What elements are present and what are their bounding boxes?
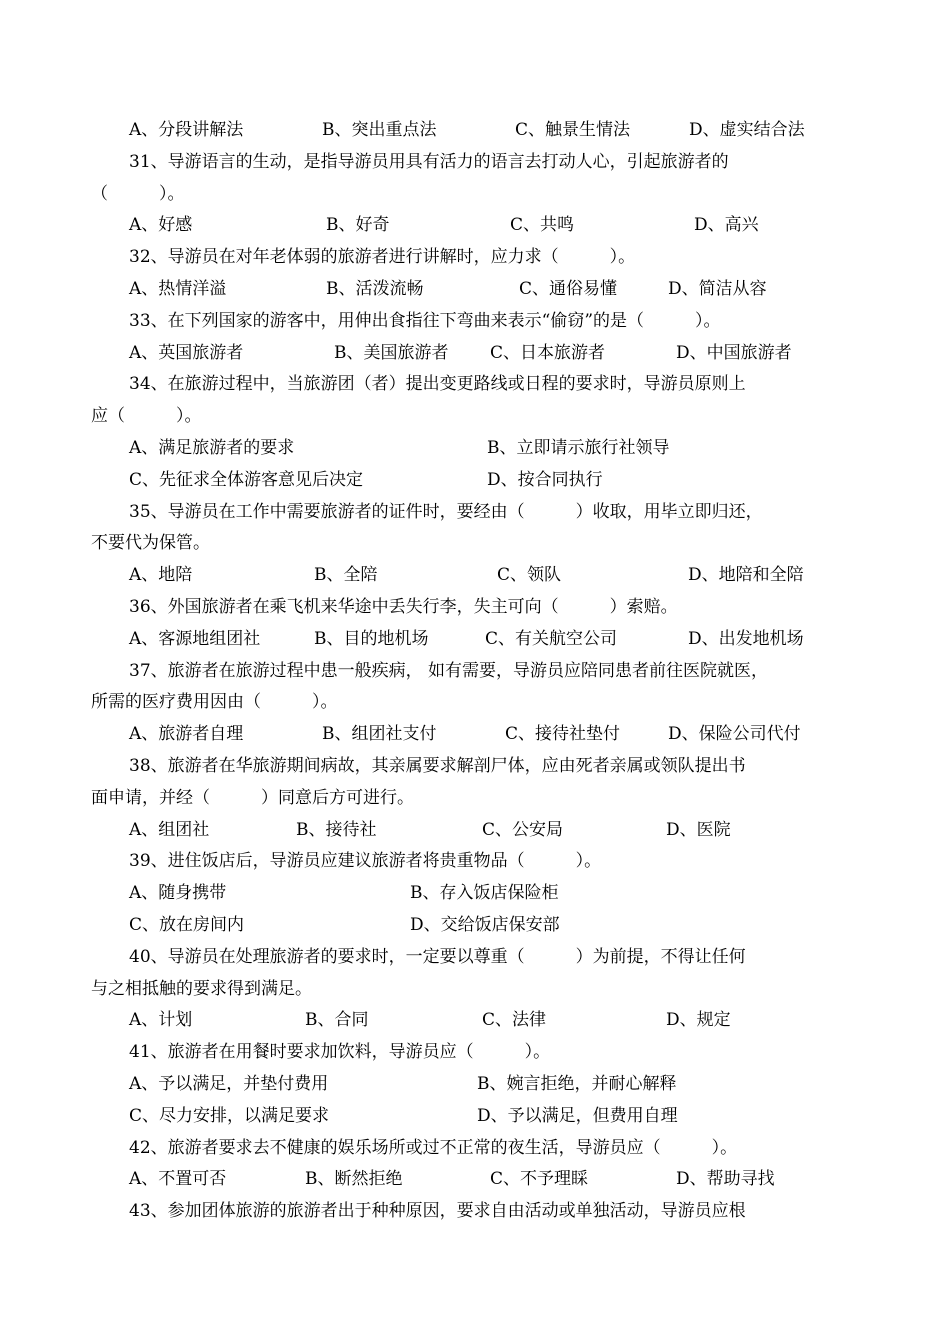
option-b: B、断然拒绝 xyxy=(305,1169,403,1190)
option-a: A、予以满足，并垫付费用 xyxy=(129,1074,329,1094)
option-d: D、中国旅游者 xyxy=(676,342,792,363)
option-b: B、存入饭店保险柜 xyxy=(410,883,559,904)
option-d: D、保险公司代付 xyxy=(668,724,801,745)
option-c: C、日本旅游者 xyxy=(490,342,606,363)
option-a: C、放在房间内 xyxy=(129,915,245,935)
question-text: 36、外国旅游者在乘飞机来华途中丢失行李，失主可向（ ）索赔。 xyxy=(129,597,678,617)
option-b: B、美国旅游者 xyxy=(334,342,449,363)
option-a: A、地陪 xyxy=(129,565,193,586)
option-d: D、医院 xyxy=(666,819,731,840)
option-row xyxy=(0,432,950,464)
option-row xyxy=(0,273,950,305)
option-c: C、不予理睬 xyxy=(490,1169,589,1190)
question-continuation: 面申请，并经（ ）同意后方可进行。 xyxy=(91,787,414,808)
option-d: D、地陪和全陪 xyxy=(688,565,804,586)
question-text: 41、旅游者在用餐时要求加饮料，导游员应（ ）。 xyxy=(129,1042,551,1063)
option-c: C、共鸣 xyxy=(510,215,575,236)
option-b: B、婉言拒绝，并耐心解释 xyxy=(477,1074,677,1094)
question-text: 31、导游语言的生动，是指导游员用具有活力的语言去打动人心，引起旅游者的 xyxy=(129,151,729,172)
question-text: 40、导游员在处理旅游者的要求时，一定要以尊重（ ）为前提，不得让任何 xyxy=(129,946,746,967)
option-row xyxy=(0,337,950,369)
question-text: 43、参加团体旅游的旅游者出于种种原因，要求自由活动或单独活动，导游员应根 xyxy=(129,1201,746,1222)
option-c: C、领队 xyxy=(497,565,562,586)
option-row xyxy=(0,909,950,941)
option-b: B、活泼流畅 xyxy=(326,279,424,299)
option-c: C、有关航空公司 xyxy=(485,628,618,649)
option-a: C、先征求全体游客意见后决定 xyxy=(129,469,364,490)
option-a: A、计划 xyxy=(129,1010,193,1031)
option-row xyxy=(0,1004,950,1036)
option-d: D、出发地机场 xyxy=(688,628,804,649)
option-b: B、接待社 xyxy=(296,819,377,840)
option-row xyxy=(0,464,950,496)
option-c: C、公安局 xyxy=(482,819,564,840)
option-row xyxy=(0,623,950,655)
option-b: B、立即请示旅行社领导 xyxy=(487,438,670,458)
option-d: D、虚实结合法 xyxy=(689,120,805,140)
option-b: B、合同 xyxy=(305,1010,369,1031)
option-row xyxy=(0,718,950,750)
question-continuation: 不要代为保管。 xyxy=(91,533,210,554)
question-text: 34、在旅游过程中，当旅游团（者）提出变更路线或日程的要求时，导游员原则上 xyxy=(129,374,746,395)
question-text: 39、进住饭店后，导游员应建议旅游者将贵重物品（ ）。 xyxy=(129,851,602,872)
option-c: C、通俗易懂 xyxy=(519,279,618,299)
question-continuation: （ ）。 xyxy=(91,183,185,204)
option-b: B、突出重点法 xyxy=(322,120,437,140)
option-b: D、交给饭店保安部 xyxy=(410,915,560,935)
question-text: 33、在下列国家的游客中，用伸出食指往下弯曲来表示“偷窃”的是（ ）。 xyxy=(129,310,721,331)
option-row xyxy=(0,114,950,146)
option-row xyxy=(0,1068,950,1100)
question-text: 32、导游员在对年老体弱的旅游者进行讲解时，应力求（ ）。 xyxy=(129,247,636,268)
option-row xyxy=(0,559,950,591)
option-d: D、高兴 xyxy=(694,215,759,236)
option-a: A、组团社 xyxy=(129,819,210,840)
question-text: 38、旅游者在华旅游期间病故，其亲属要求解剖尸体，应由死者亲属或领队提出书 xyxy=(129,756,746,776)
option-a: C、尽力安排，以满足要求 xyxy=(129,1105,330,1126)
option-a: A、满足旅游者的要求 xyxy=(129,438,295,458)
option-b: B、组团社支付 xyxy=(322,724,437,745)
question-text: 37、旅游者在旅游过程中患一般疾病， 如有需要，导游员应陪同患者前往医院就医， xyxy=(129,660,769,681)
option-a: A、分段讲解法 xyxy=(129,120,244,140)
option-c: C、接待社垫付 xyxy=(505,724,621,745)
option-b: D、按合同执行 xyxy=(487,469,603,490)
option-c: C、法律 xyxy=(482,1010,547,1031)
option-a: A、好感 xyxy=(129,215,193,236)
option-a: A、客源地组团社 xyxy=(129,628,261,649)
question-text: 35、导游员在工作中需要旅游者的证件时，要经由（ ）收取，用毕立即归还， xyxy=(129,501,763,522)
question-continuation: 与之相抵触的要求得到满足。 xyxy=(91,978,312,999)
option-a: A、随身携带 xyxy=(129,883,227,904)
option-row xyxy=(0,1163,950,1195)
option-a: A、英国旅游者 xyxy=(129,342,244,363)
option-b: B、目的地机场 xyxy=(314,628,429,649)
option-row xyxy=(0,1100,950,1132)
option-b: B、全陪 xyxy=(314,565,378,586)
question-continuation: 所需的医疗费用因由（ ）。 xyxy=(91,692,338,713)
option-d: D、简洁从容 xyxy=(668,279,767,299)
option-a: A、旅游者自理 xyxy=(129,724,244,745)
option-row xyxy=(0,877,950,909)
question-continuation: 应（ ）。 xyxy=(91,406,202,427)
option-c: C、触景生情法 xyxy=(515,120,631,140)
option-b: D、予以满足，但费用自理 xyxy=(477,1105,678,1126)
option-d: D、帮助寻找 xyxy=(676,1169,775,1190)
option-d: D、规定 xyxy=(666,1010,731,1031)
option-b: B、好奇 xyxy=(326,215,390,236)
option-row xyxy=(0,209,950,241)
option-a: A、不置可否 xyxy=(129,1169,227,1190)
option-a: A、热情洋溢 xyxy=(129,279,227,299)
option-row xyxy=(0,814,950,846)
question-text: 42、旅游者要求去不健康的娱乐场所或过不正常的夜生活，导游员应（ ）。 xyxy=(129,1137,738,1158)
